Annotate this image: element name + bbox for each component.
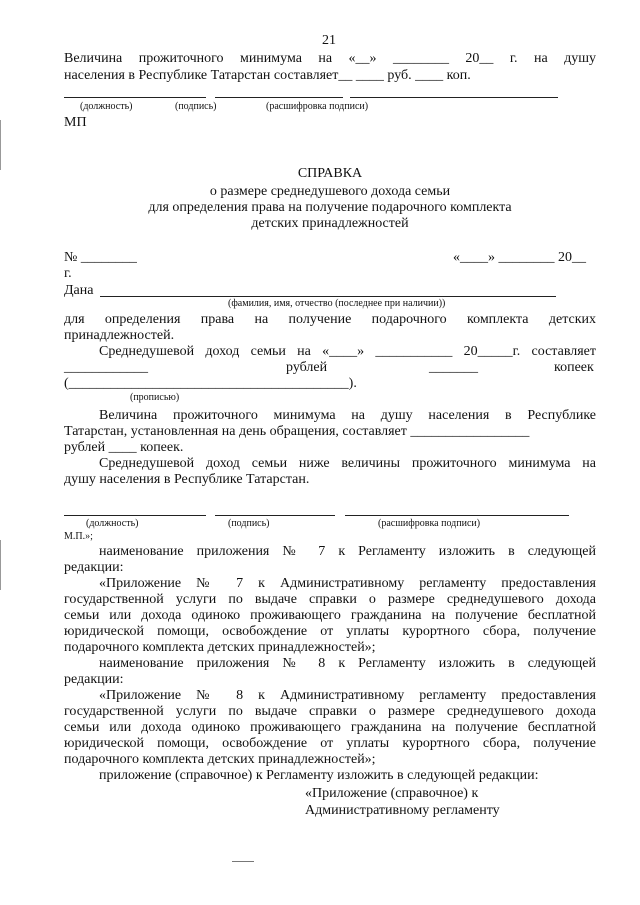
appendix-7-text: подарочного комплекта детских принадлежностей»;	[64, 640, 376, 655]
subsistence-form-line-3: рублей ____ копеек.	[64, 440, 184, 455]
fio-line	[100, 296, 556, 297]
position-caption: (должность)	[86, 518, 139, 529]
reference-appendix-amendment: приложение (справочное) к Регламенту изложить в следующей редакции:	[99, 768, 539, 783]
purpose-line-2: принадлежностей.	[64, 328, 175, 343]
signature-line	[215, 515, 335, 516]
conclusion-line-1: Среднедушевой доход семьи ниже величины прожиточного минимума на	[99, 456, 596, 471]
appendix-8-text: государственной услуги по выдаче справки о размере среднедушевого дохода	[64, 704, 596, 719]
scan-edge-mark	[0, 120, 1, 170]
subsistence-line-2: населения в Республике Татарстан составляет__ ____ руб. ____ коп.	[64, 68, 471, 83]
appendix-8-text: подарочного комплекта детских принадлежностей»;	[64, 752, 376, 767]
page-number: 21	[322, 33, 336, 48]
amendment-8-name: наименование приложения № 8 к Регламенту изложить в следующей	[99, 656, 596, 671]
reference-appendix-heading: Административному регламенту	[305, 803, 500, 818]
income-rub-blank: ____________	[64, 360, 148, 375]
amendment-8-name-cont: редакции:	[64, 672, 124, 687]
form-year-suffix: г.	[64, 266, 72, 281]
reference-appendix-heading: «Приложение (справочное) к	[305, 786, 479, 801]
scan-edge-mark	[0, 540, 1, 590]
appendix-8-text: юридической помощи, освобождение от уплаты курортного сбора, получение	[64, 736, 596, 751]
signature-caption: (подпись)	[175, 101, 217, 112]
issued-to-label: Дана	[64, 283, 94, 298]
purpose-line-1: для определения права на получение подарочного комплекта детских	[64, 312, 596, 327]
stamp-label: М.П.»;	[64, 531, 93, 542]
signature-caption: (подпись)	[228, 518, 270, 529]
amendment-7-name-cont: редакции:	[64, 560, 124, 575]
form-number: № ________	[64, 250, 137, 265]
appendix-7-text: «Приложение № 7 к Административному регламенту предоставления	[99, 576, 596, 591]
income-rub-label: рублей	[286, 360, 328, 375]
fio-caption: (фамилия, имя, отчество (последнее при наличии))	[228, 298, 446, 309]
income-in-words: (________________________________________).	[64, 376, 357, 391]
signature-line	[345, 515, 569, 516]
signature-line	[64, 97, 206, 98]
form-subtitle: о размере среднедушевого дохода семьи	[209, 184, 451, 199]
form-subtitle: для определения права на получение подарочного комплекта	[148, 200, 512, 215]
form-date: «____» ________ 20__	[453, 250, 586, 265]
income-kop-blank: _______	[429, 360, 478, 375]
position-caption: (должность)	[80, 101, 133, 112]
signature-line	[64, 515, 206, 516]
signature-line	[215, 97, 343, 98]
appendix-7-text: юридической помощи, освобождение от уплаты курортного сбора, получение	[64, 624, 596, 639]
conclusion-line-2: душу населения в Республике Татарстан.	[64, 472, 310, 487]
appendix-7-text: государственной услуги по выдаче справки о размере среднедушевого дохода	[64, 592, 596, 607]
income-line-1: Среднедушевой доход семьи на «____» ___________ 20_____г. составляет	[99, 344, 596, 359]
decoding-caption: (расшифровка подписи)	[378, 518, 481, 529]
in-words-caption: (прописью)	[130, 392, 180, 403]
form-subtitle: детских принадлежностей	[251, 216, 409, 231]
appendix-8-text: семьи или дохода одиноко проживающего гражданина на получение бесплатной	[64, 720, 596, 735]
subsistence-form-line-1: Величина прожиточного минимума на душу населения в Республике	[99, 408, 596, 423]
amendment-7-name: наименование приложения № 7 к Регламенту изложить в следующей	[99, 544, 596, 559]
footer-mark	[232, 861, 254, 862]
subsistence-form-line-2: Татарстан, установленная на день обращения, составляет _________________	[64, 424, 530, 439]
appendix-7-text: семьи или дохода одиноко проживающего гражданина на получение бесплатной	[64, 608, 596, 623]
signature-line	[350, 97, 558, 98]
subsistence-line-1: Величина прожиточного минимума на «__» ________ 20__ г. на душу	[64, 51, 596, 66]
appendix-8-text: «Приложение № 8 к Административному регламенту предоставления	[99, 688, 596, 703]
form-title: СПРАВКА	[297, 166, 363, 181]
income-kop-label: копеек	[554, 360, 594, 375]
stamp-label: МП	[64, 115, 87, 130]
decoding-caption: (расшифровка подписи)	[266, 101, 369, 112]
